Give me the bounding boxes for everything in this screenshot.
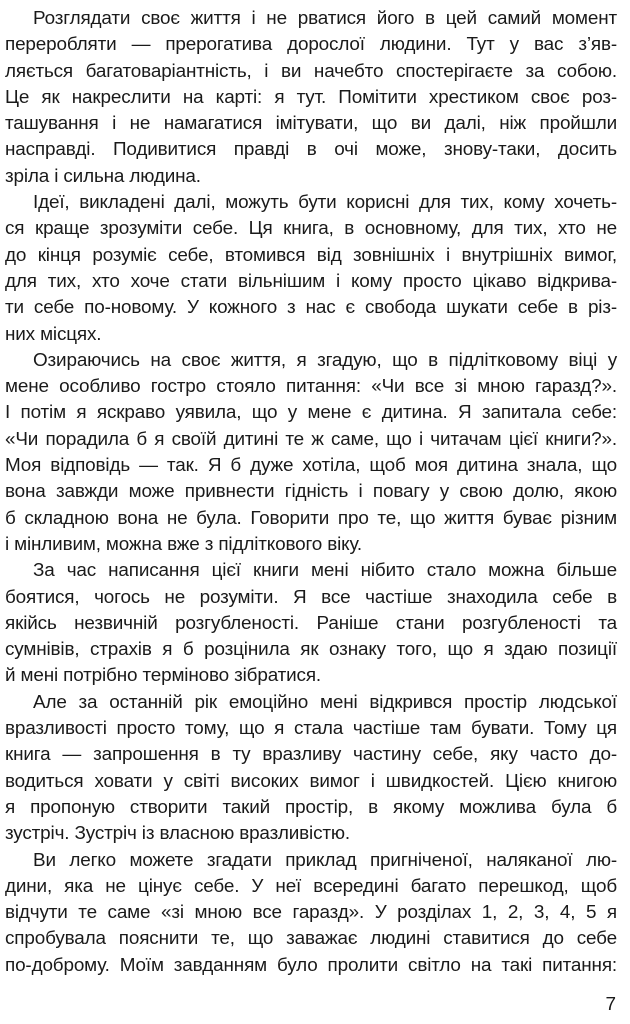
text-line: зустріч. Зустріч із власною вразливістю. bbox=[5, 823, 350, 845]
text-line: відчути те саме «зі мною все гаразд». У розділах 1, 2, 3, 4, 5 я bbox=[5, 902, 617, 924]
text-line: них місцях. bbox=[5, 323, 102, 345]
text-line: ляється багатоваріантність, і ви начебто спостерігаєте за собою. bbox=[5, 60, 617, 82]
text-line: І потім я яскраво уявила, що у мене є дитина. Я запитала себе: bbox=[5, 402, 617, 424]
text-line: боятися, чогось не розуміти. Я все частіше знаходила себе в bbox=[5, 586, 617, 608]
text-line: для тих, хто хоче стати вільнішим і кому просто цікаво відкрива- bbox=[5, 270, 617, 292]
text-line: Моя відповідь — так. Я б дуже хотіла, щоб моя дитина знала, що bbox=[5, 455, 617, 477]
text-line: переробляти — прерогатива дорослої людини. Тут у вас з’яв- bbox=[5, 34, 617, 56]
text-line: ся краще зрозуміти себе. Ця книга, в основному, для тих, хто не bbox=[5, 218, 617, 240]
text-line: сумнівів, страхів я б розцінила як ознаку того, що я здаю позиції bbox=[5, 639, 617, 661]
page-number: 7 bbox=[605, 994, 616, 1015]
text-line: я пропоную створити такий простір, в якому можлива була б bbox=[5, 796, 617, 818]
text-line: по-доброму. Моїм завданням було пролити світло на такі питання: bbox=[5, 954, 617, 976]
text-line: ташування і не намагатися імітувати, що ви далі, ніж пройшли bbox=[5, 113, 617, 135]
text-line: якійсь незвичній розгубленості. Раніше стани розгубленості та bbox=[5, 612, 617, 634]
text-line: спробувала пояснити те, що заважає людині ставитися до себе bbox=[5, 928, 617, 950]
text-line: ти себе по-новому. У кожного з нас є свобода шукати себе в різ- bbox=[5, 297, 617, 319]
paragraph bbox=[5, 190, 617, 348]
text-line: книга — запрошення в ту вразливу частину себе, яку часто до- bbox=[5, 744, 617, 766]
paragraph bbox=[5, 848, 617, 979]
text-line: водиться ховати у світі високих вимог і швидкостей. Цією книгою bbox=[5, 770, 617, 792]
text-line: б складною вона не була. Говорити про те, що життя буває різним bbox=[5, 507, 617, 529]
text-line: Ідеї, викладені далі, можуть бути корисні для тих, кому хочеть- bbox=[33, 192, 617, 214]
document-page bbox=[5, 6, 617, 979]
text-line: вразливості просто тому, що я стала частіше там бувати. Тому ця bbox=[5, 718, 617, 740]
text-line: Озираючись на своє життя, я згадую, що в підлітковому віці у bbox=[33, 349, 617, 371]
text-line: насправді. Подивитися правді в очі може, знову-таки, досить bbox=[5, 139, 617, 161]
text-line: дини, яка не цінує себе. У неї всередині багато перешкод, щоб bbox=[5, 875, 617, 897]
text-line: «Чи порадила б я своїй дитині те ж саме, що і читачам цієї книги?». bbox=[5, 428, 617, 450]
text-line: вона завжди може привнести гідність і повагу у свою долю, якою bbox=[5, 481, 617, 503]
text-line: Ви легко можете згадати приклад пригніченої, наляканої лю- bbox=[33, 849, 617, 871]
text-line: до кінця розуміє себе, втомився від зовнішніх і внутрішніх вимог, bbox=[5, 244, 617, 266]
text-line: За час написання цієї книги мені нібито стало можна більше bbox=[33, 560, 617, 582]
text-line: Це як накреслити на карті: я тут. Помітити хрестиком своє роз- bbox=[5, 86, 617, 108]
text-line: мене особливо гостро стояло питання: «Чи все зі мною гаразд?». bbox=[5, 376, 617, 398]
text-line: Але за останній рік емоційно мені відкрився простір людської bbox=[33, 691, 617, 713]
paragraph bbox=[5, 558, 617, 689]
paragraph bbox=[5, 348, 617, 558]
paragraph bbox=[5, 690, 617, 848]
paragraph bbox=[5, 6, 617, 190]
text-line: й мені потрібно терміново зібратися. bbox=[5, 665, 322, 687]
text-line: Розглядати своє життя і не рватися його в цей самий момент bbox=[33, 8, 617, 29]
text-line: і мінливим, можна вже з підліткового віку. bbox=[5, 533, 363, 555]
text-line: зріла і сильна людина. bbox=[5, 165, 201, 187]
